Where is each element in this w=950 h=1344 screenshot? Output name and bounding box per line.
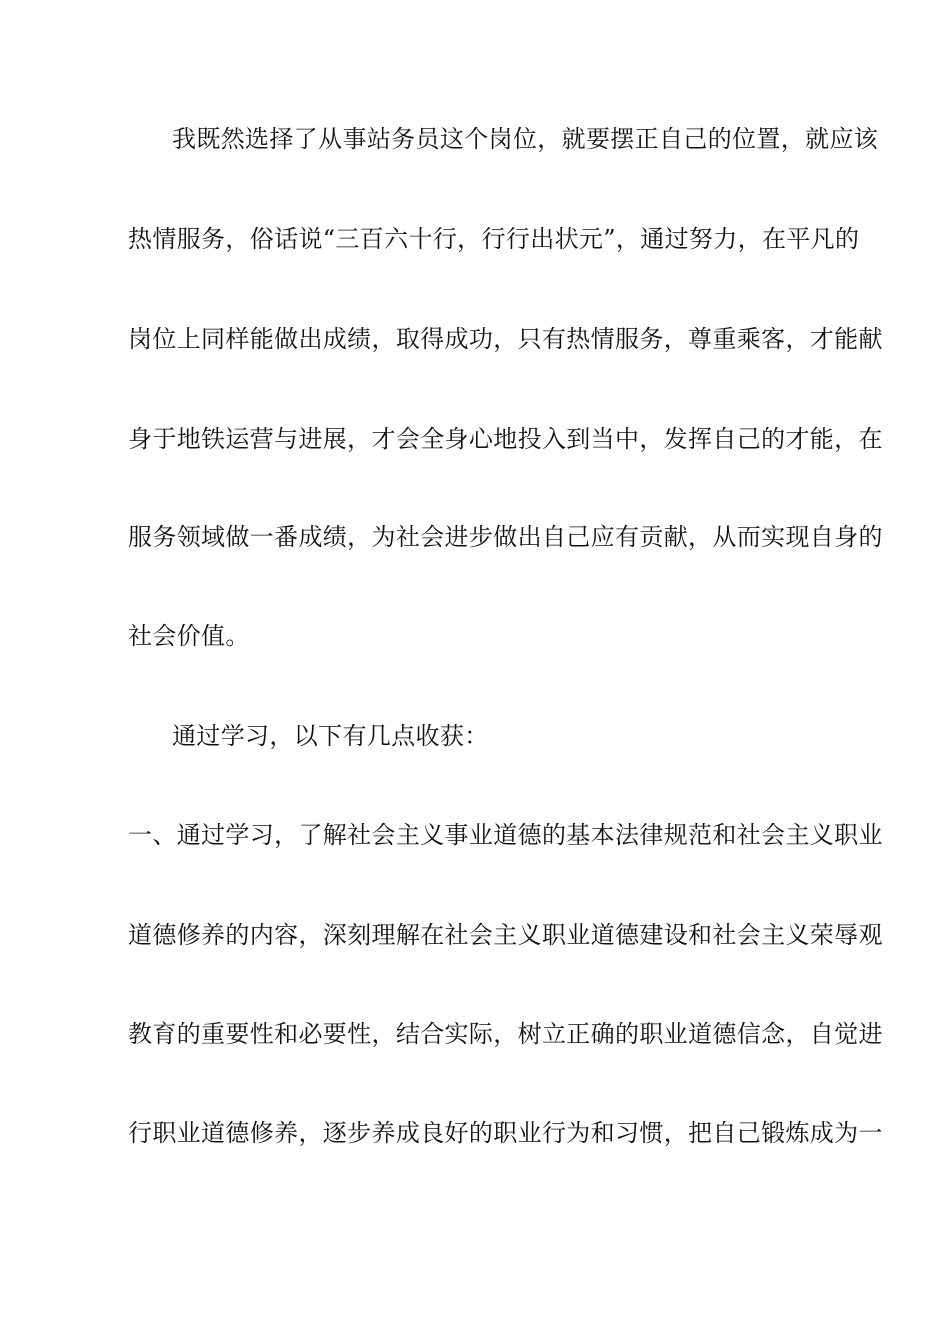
paragraph-1-line-6: 社会价值。: [128, 622, 250, 650]
paragraph-1-line-1: 我既然选择了从事站务员这个岗位，就要摆正自己的位置，就应该: [172, 125, 879, 153]
paragraph-1-line-4: 身于地铁运营与进展，才会全身心地投入到当中，发挥自己的才能，在: [128, 425, 883, 453]
paragraph-3-line-4: 行职业道德修养，逐步养成良好的职业行为和习惯，把自己锻炼成为一: [128, 1119, 883, 1147]
paragraph-3-line-2: 道德修养的内容，深刻理解在社会主义职业道德建设和社会主义荣辱观: [128, 921, 883, 949]
paragraph-1-line-2: 热情服务，俗话说“三百六十行，行行出状元”，通过努力，在平凡的: [128, 225, 860, 253]
paragraph-2-line-1: 通过学习，以下有几点收获：: [172, 722, 489, 750]
paragraph-1-line-3: 岗位上同样能做出成绩，取得成功，只有热情服务，尊重乘客，才能献: [128, 325, 883, 353]
paragraph-1-line-5: 服务领域做一番成绩，为社会进步做出自己应有贡献，从而实现自身的: [128, 523, 883, 551]
paragraph-3-line-3: 教育的重要性和必要性，结合实际，树立正确的职业道德信念，自觉进: [128, 1020, 883, 1048]
paragraph-3-line-1: 一、通过学习，了解社会主义事业道德的基本法律规范和社会主义职业: [128, 821, 883, 849]
